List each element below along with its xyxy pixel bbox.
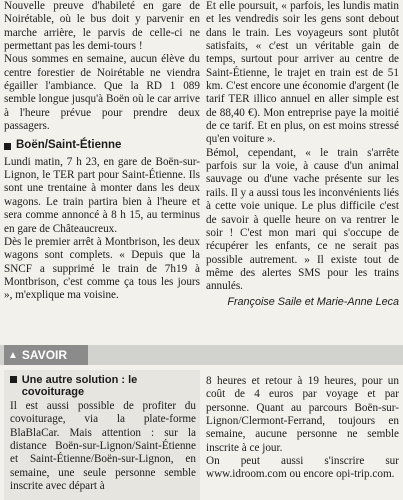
left-paragraph: Nouvelle preuve d'habileté en gare de Noirétable, où le bus doit y parvenir en marche arrière, le parvis de celle-ci ne permettant pas les demi-tours ! xyxy=(4,0,200,53)
left-paragraph: Nous sommes en semaine, aucun élève du centre forestier de Noirétable ne viendra égailler l'ambiance. Que la RD 1 089 semble longue jusqu'à Boën où le car arrive à l'heure prévue pour prendre deux passagers. xyxy=(4,53,200,133)
section-heading xyxy=(4,139,200,152)
left-paragraph: Dès le premier arrêt à Montbrison, les deux wagons sont complets. « Depuis que la SNCF a supprimé le train de 7h19 à Montbrison, c'est comme ça tous les jours », m'explique ma voisine. xyxy=(4,235,200,302)
right-paragraph: Et elle poursuit, « parfois, les lundis matin et les vendredis soir les gens sont debout dans le train. Les voyageurs sont plutôt satisfaits, « c'est un véritable gain de temps, surtout pour arriver au centre de Saint-Étienne, le trajet en train est de 51 km. C'est encore une économie d'argent (le tarif TER illico annuel en aller simple est de 88,40 €). Mon entreprise paye la moitié de ce tarif. Et en plus, on est moins stressé qu'en voiture ». xyxy=(206,0,399,146)
left-column xyxy=(4,0,200,303)
bottom-right-column xyxy=(206,375,399,482)
signature: Françoise Saile et Marie-Anne Leca xyxy=(227,295,399,308)
square-bullet-icon xyxy=(4,143,11,150)
bottom-right-paragraph: On peut aussi s'inscrire sur www.idroom.com ou encore opi-trip.com. xyxy=(206,455,399,481)
left-paragraph: Lundi matin, 7 h 23, en gare de Boën-sur-Lignon, le TER part pour Saint-Étienne. Ils sont une trentaine à monter dans les deux wagons. Le train partira bien à l'heure et sera comme annoncé à 8 h 15, au terminus en gare de Châteaucreux. xyxy=(4,155,200,235)
bottom-right-paragraph: 8 heures et retour à 19 heures, pour un coût de 4 euros par voyage et par personne. Quant au parcours Boën-sur-Lignon/Clermont-Ferrand, toujours en semaine, aucune personne ne semble inscrite à ce jour. xyxy=(206,375,399,454)
box-heading-text: Une autre solution : le covoiturage xyxy=(21,374,138,398)
square-bullet-icon xyxy=(10,376,17,383)
section-heading-text: Boën/Saint-Étienne xyxy=(16,139,122,152)
banner-label: SAVOIR xyxy=(21,348,68,362)
banner-tag xyxy=(4,345,88,365)
box-heading xyxy=(10,374,196,398)
savoir-banner xyxy=(0,345,403,365)
box-text: Il est aussi possible de profiter du covoiturage, via la plate-forme BlaBlaCar. Mais attention : sur la distance Boën-sur-Lignon/Saint-Étienne et Saint-Étienne/Boën-sur-Lignon, en semaine, une seule personne semble inscrite avec départ à xyxy=(10,400,196,493)
right-column xyxy=(206,0,399,309)
covoiturage-box xyxy=(4,370,200,500)
right-paragraph: Bémol, cependant, « le train s'arrête parfois sur la voie, à cause d'un animal sauvage ou d'une vache présente sur les rails. Il y a aussi tous les inconvénients liés à cette voie unique. Le plus difficile c'est de savoir à quelle heure on va rentrer le soir ! C'est mon mari qui s'occupe de récupérer les enfants, ce ne serait pas possible autrement. » Il existe tout de même des alertes SMS pour les trains annulés. xyxy=(206,146,399,293)
mountain-icon: ▲ xyxy=(8,349,18,361)
